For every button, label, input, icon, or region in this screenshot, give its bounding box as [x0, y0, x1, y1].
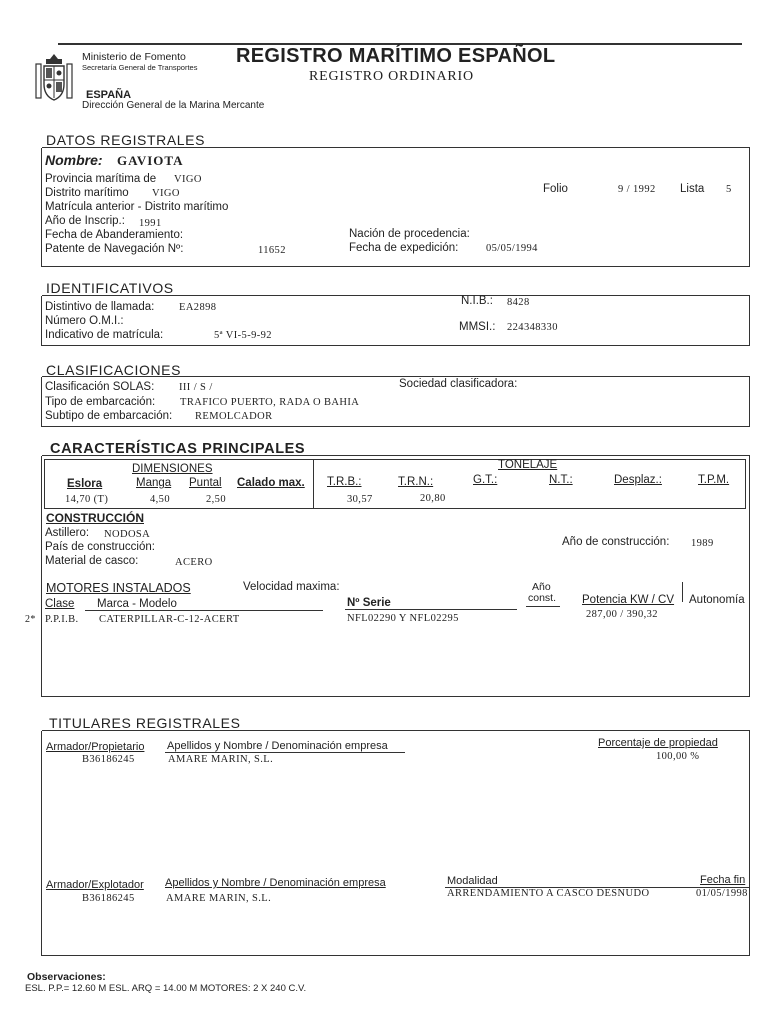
explotador-name: AMARE MARIN, S.L. — [166, 893, 272, 904]
propietario-pct: 100,00 % — [656, 751, 700, 762]
tipo-label: Tipo de embarcación: — [45, 396, 156, 408]
eslora-value: 14,70 (T) — [65, 494, 109, 505]
fecha-fin-label: Fecha fin — [700, 874, 746, 886]
trn-value: 20,80 — [420, 493, 446, 504]
modalidad-label: Modalidad — [447, 875, 498, 887]
anio-construccion-label: Año de construcción: — [562, 536, 670, 548]
manga-value: 4,50 — [150, 494, 170, 505]
propietario-id: B36186245 — [82, 754, 135, 765]
nacion-label: Nación de procedencia: — [349, 228, 470, 240]
observaciones-label: Observaciones: — [27, 971, 106, 983]
puntal-label: Puntal — [189, 477, 222, 489]
modalidad-value: ARRENDAMIENTO A CASCO DESNUDO — [447, 888, 650, 899]
clasificaciones-heading: CLASIFICACIONES — [46, 362, 182, 378]
potencia-label: Potencia KW / CV — [582, 594, 675, 606]
construccion-heading: CONSTRUCCIÓN — [46, 511, 144, 525]
tpm-label: T.P.M. — [698, 474, 730, 486]
patente-label: Patente de Navegación Nº: — [45, 243, 184, 255]
country-name: ESPAÑA — [86, 89, 132, 101]
observaciones-text: ESL. P.P.= 12.60 M ESL. ARQ = 14.00 M MOTORES: 2 X 240 C.V. — [25, 983, 307, 994]
astillero-value: NODOSA — [104, 529, 151, 540]
const-label: const. — [528, 592, 557, 604]
propietario-name: AMARE MARIN, S.L. — [168, 754, 274, 765]
material-label: Material de casco: — [45, 555, 139, 567]
anio-inscrip-value: 1991 — [139, 218, 162, 229]
motores-heading: MOTORES INSTALADOS — [46, 581, 191, 595]
secretaria-name: Secretaría General de Transportes — [82, 63, 198, 72]
matricula-label: Matrícula anterior - Distrito marítimo — [45, 201, 229, 213]
autonomia-label: Autonomía — [689, 594, 745, 606]
patente-value: 11652 — [258, 245, 286, 256]
folio-value: 9 / 1992 — [618, 184, 656, 195]
nt-label: N.T.: — [549, 474, 573, 486]
mmsi-value: 224348330 — [507, 322, 558, 333]
anio-inscrip-label: Año de Inscrip.: — [45, 215, 125, 227]
desplaz-label: Desplaz.: — [614, 474, 662, 486]
ano-label: Año — [532, 581, 551, 593]
nombre-value: GAVIOTA — [117, 153, 184, 168]
armador-explotador-label: Armador/Explotador — [46, 879, 144, 891]
puntal-value: 2,50 — [206, 494, 226, 505]
subtipo-value: REMOLCADOR — [195, 411, 273, 422]
distintivo-value: EA2898 — [179, 302, 217, 313]
serie-label: Nº Serie — [347, 597, 391, 609]
tonelaje-label: TONELAJE — [498, 459, 558, 471]
direccion-name: Dirección General de la Marina Mercante — [82, 100, 265, 111]
eslora-label: Eslora — [67, 478, 103, 490]
material-value: ACERO — [175, 557, 213, 568]
provincia-label: Provincia marítima de — [45, 173, 157, 185]
trn-label: T.R.N.: — [398, 476, 434, 488]
indicativo-value: 5ª VI-5-9-92 — [214, 330, 272, 341]
nib-label: N.I.B.: — [461, 295, 493, 307]
mmsi-label: MMSI.: — [459, 321, 496, 333]
motor-potencia: 287,00 / 390,32 — [586, 609, 658, 620]
explotador-id: B36186245 — [82, 893, 135, 904]
nombre-label: Nombre: — [45, 152, 103, 168]
porcentaje-label: Porcentaje de propiedad — [598, 737, 718, 749]
indicativo-label: Indicativo de matrícula: — [45, 329, 164, 341]
fecha-expedicion-value: 05/05/1994 — [486, 243, 538, 254]
document-subtitle: REGISTRO ORDINARIO — [309, 69, 474, 84]
ministry-name: Ministerio de Fomento — [82, 51, 186, 63]
manga-label: Manga — [136, 477, 172, 489]
clase-label: Clase — [45, 598, 75, 610]
sociedad-label: Sociedad clasificadora: — [399, 378, 518, 390]
caracteristicas-heading: CARACTERÍSTICAS PRINCIPALES — [50, 441, 306, 457]
motor-count: 2* — [25, 614, 36, 625]
distintivo-label: Distintivo de llamada: — [45, 301, 155, 313]
titulares-heading: TITULARES REGISTRALES — [49, 715, 241, 731]
trb-label: T.R.B.: — [327, 476, 362, 488]
tipo-value: TRAFICO PUERTO, RADA O BAHIA — [180, 397, 360, 408]
calado-label: Calado max. — [237, 477, 305, 489]
omi-label: Número O.M.I.: — [45, 315, 124, 327]
lista-value: 5 — [726, 184, 732, 195]
solas-value: III / S / — [179, 382, 213, 393]
folio-label: Folio — [543, 183, 568, 195]
fecha-fin-value: 01/05/1998 — [696, 888, 748, 899]
astillero-label: Astillero: — [45, 527, 90, 539]
pais-label: País de construcción: — [45, 541, 155, 553]
trb-value: 30,57 — [347, 494, 373, 505]
distrito-label: Distrito marítimo — [45, 187, 129, 199]
fecha-abanderamiento-label: Fecha de Abanderamiento: — [45, 229, 184, 241]
distrito-value: VIGO — [152, 188, 180, 199]
gt-label: G.T.: — [473, 474, 498, 486]
velocidad-label: Velocidad maxima: — [243, 581, 340, 593]
document-title: REGISTRO MARÍTIMO ESPAÑOL — [236, 45, 556, 67]
fecha-expedicion-label: Fecha de expedición: — [349, 242, 459, 254]
nib-value: 8428 — [507, 297, 530, 308]
dimensiones-label: DIMENSIONES — [132, 463, 213, 475]
motor-serie: NFL02290 Y NFL02295 — [347, 613, 459, 624]
provincia-value: VIGO — [174, 174, 202, 185]
datos-rule — [42, 147, 750, 148]
motor-marca: CATERPILLAR-C-12-ACERT — [99, 614, 240, 625]
apellidos2-label: Apellidos y Nombre / Denominación empresa — [165, 877, 386, 889]
anio-construccion-value: 1989 — [691, 538, 714, 549]
lista-label: Lista — [680, 183, 705, 195]
apellidos-label: Apellidos y Nombre / Denominación empresa — [167, 740, 388, 752]
datos-heading: DATOS REGISTRALES — [46, 132, 206, 148]
solas-label: Clasificación SOLAS: — [45, 381, 155, 393]
motor-clase: P.P.I.B. — [45, 614, 79, 625]
subtipo-label: Subtipo de embarcación: — [45, 410, 173, 422]
marca-label: Marca - Modelo — [97, 598, 177, 610]
identificativos-heading: IDENTIFICATIVOS — [46, 280, 174, 296]
armador-propietario-label: Armador/Propietario — [46, 741, 145, 753]
coat-of-arms-icon — [34, 52, 74, 104]
